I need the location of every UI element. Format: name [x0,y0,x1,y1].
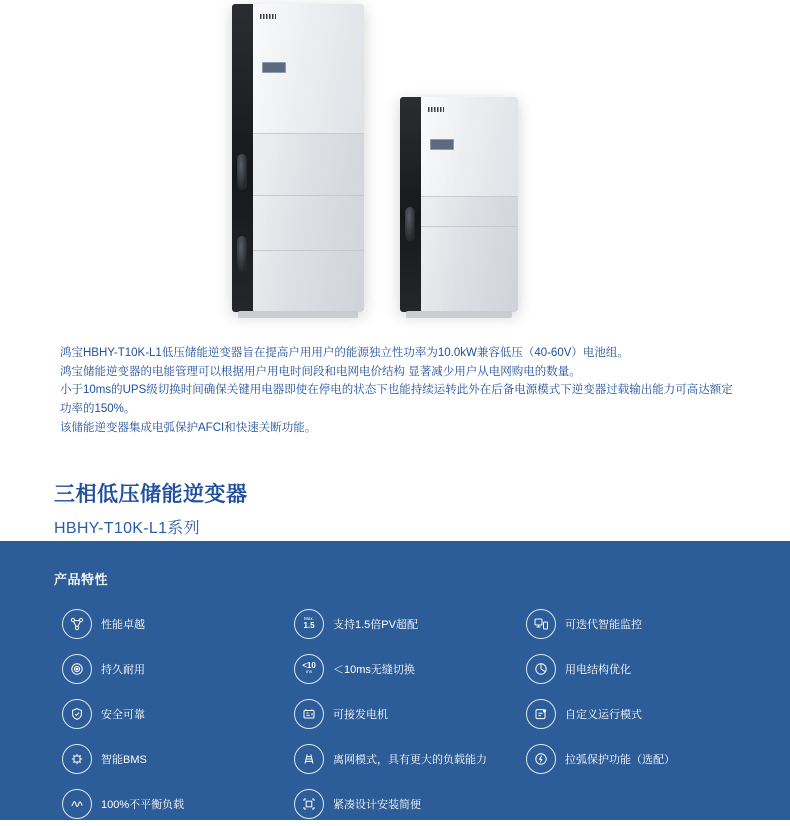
feature-item [526,609,746,639]
vent-slot-icon [237,154,247,190]
product-unit-large [232,4,364,312]
description-line: 该储能逆变器集成电弧保护AFCI和快速关断功能。 [60,421,317,434]
feature-item [294,699,526,729]
generator-icon [294,699,324,729]
feature-label: 安全可靠 [101,708,145,721]
description-line: 鸿宝HBHY-T10K-L1低压储能逆变器旨在提高户用用户的能源独立性功率为10.0kW兼容低压（40-60V）电池组。 [60,347,629,359]
energy-structure-icon [526,654,556,684]
durable-target-icon [62,654,92,684]
product-unit-small [400,97,518,312]
feature-item [526,654,746,684]
cabinet-body [232,4,364,312]
feature-item [62,654,294,684]
cabinet-body [400,97,518,312]
icon-caption: Max. [304,616,314,622]
feature-label: 可迭代智能监控 [565,618,642,631]
display-screen [262,62,286,73]
smart-monitor-icon [526,609,556,639]
features-panel-title: 产品特性 [54,572,109,587]
feature-label: 性能卓越 [101,618,145,631]
unbalanced-load-icon [62,789,92,819]
feature-item [294,744,526,774]
title-block [54,478,248,538]
feature-label: ＜10ms无缝切换 [333,663,415,676]
icon-caption: ms [305,669,313,675]
cabinet-side-stripe [400,97,421,312]
feature-item [526,744,746,774]
performance-node-icon [62,609,92,639]
pv-max-1-5-icon [294,609,324,639]
feature-item [294,789,526,819]
product-description [60,344,740,437]
feature-label: 可接发电机 [333,708,388,721]
switch-10ms-icon [294,654,324,684]
page-subtitle: HBHY-T10K-L1系列 [54,520,200,537]
feature-label: 自定义运行模式 [565,708,642,721]
features-grid [62,601,752,826]
brand-logo [428,107,444,112]
compact-design-icon [294,789,324,819]
product-image-area [0,0,790,330]
icon-value: 1.5 [303,620,315,630]
icon-value: <10 [302,661,316,671]
page-title: 三相低压储能逆变器 [54,483,248,506]
features-panel [0,541,790,820]
description-line: 小于10ms的UPS级切换时间确保关键用电器即使在停电的状态下也能持续运转此外在后备电源模式下逆变器过载输出能力可高达额定功率的150%。 [60,384,733,415]
description-line: 鸿宝储能逆变器的电能管理可以根据用户用电时间段和电网电价结构 显著减少用户从电网购电的数量。 [60,365,581,378]
feature-item [62,744,294,774]
feature-label: 100%不平衡负载 [101,798,185,811]
feature-label: 离网模式，具有更大的负载能力 [333,753,487,766]
logo-bars-icon [260,14,276,19]
feature-item [526,699,746,729]
feature-label: 持久耐用 [101,663,145,676]
smart-bms-icon [62,744,92,774]
feature-label: 支持1.5倍PV超配 [333,618,418,631]
display-screen [430,139,454,150]
custom-mode-icon [526,699,556,729]
feature-label: 拉弧保护功能（选配） [565,753,675,766]
vent-slot-icon [237,236,247,272]
feature-item [294,654,526,684]
safety-shield-icon [62,699,92,729]
feature-label: 用电结构优化 [565,663,631,676]
brand-logo [260,14,276,19]
feature-label: 智能BMS [101,753,147,766]
feature-item [62,609,294,639]
logo-bars-icon [428,107,444,112]
vent-slot-icon [405,207,415,241]
offgrid-mode-icon [294,744,324,774]
feature-item [62,699,294,729]
feature-label: 紧凑设计安装简便 [333,798,421,811]
cabinet-base [406,311,512,318]
arc-protection-icon [526,744,556,774]
feature-item [294,609,526,639]
cabinet-base [238,311,358,318]
feature-item [62,789,294,819]
